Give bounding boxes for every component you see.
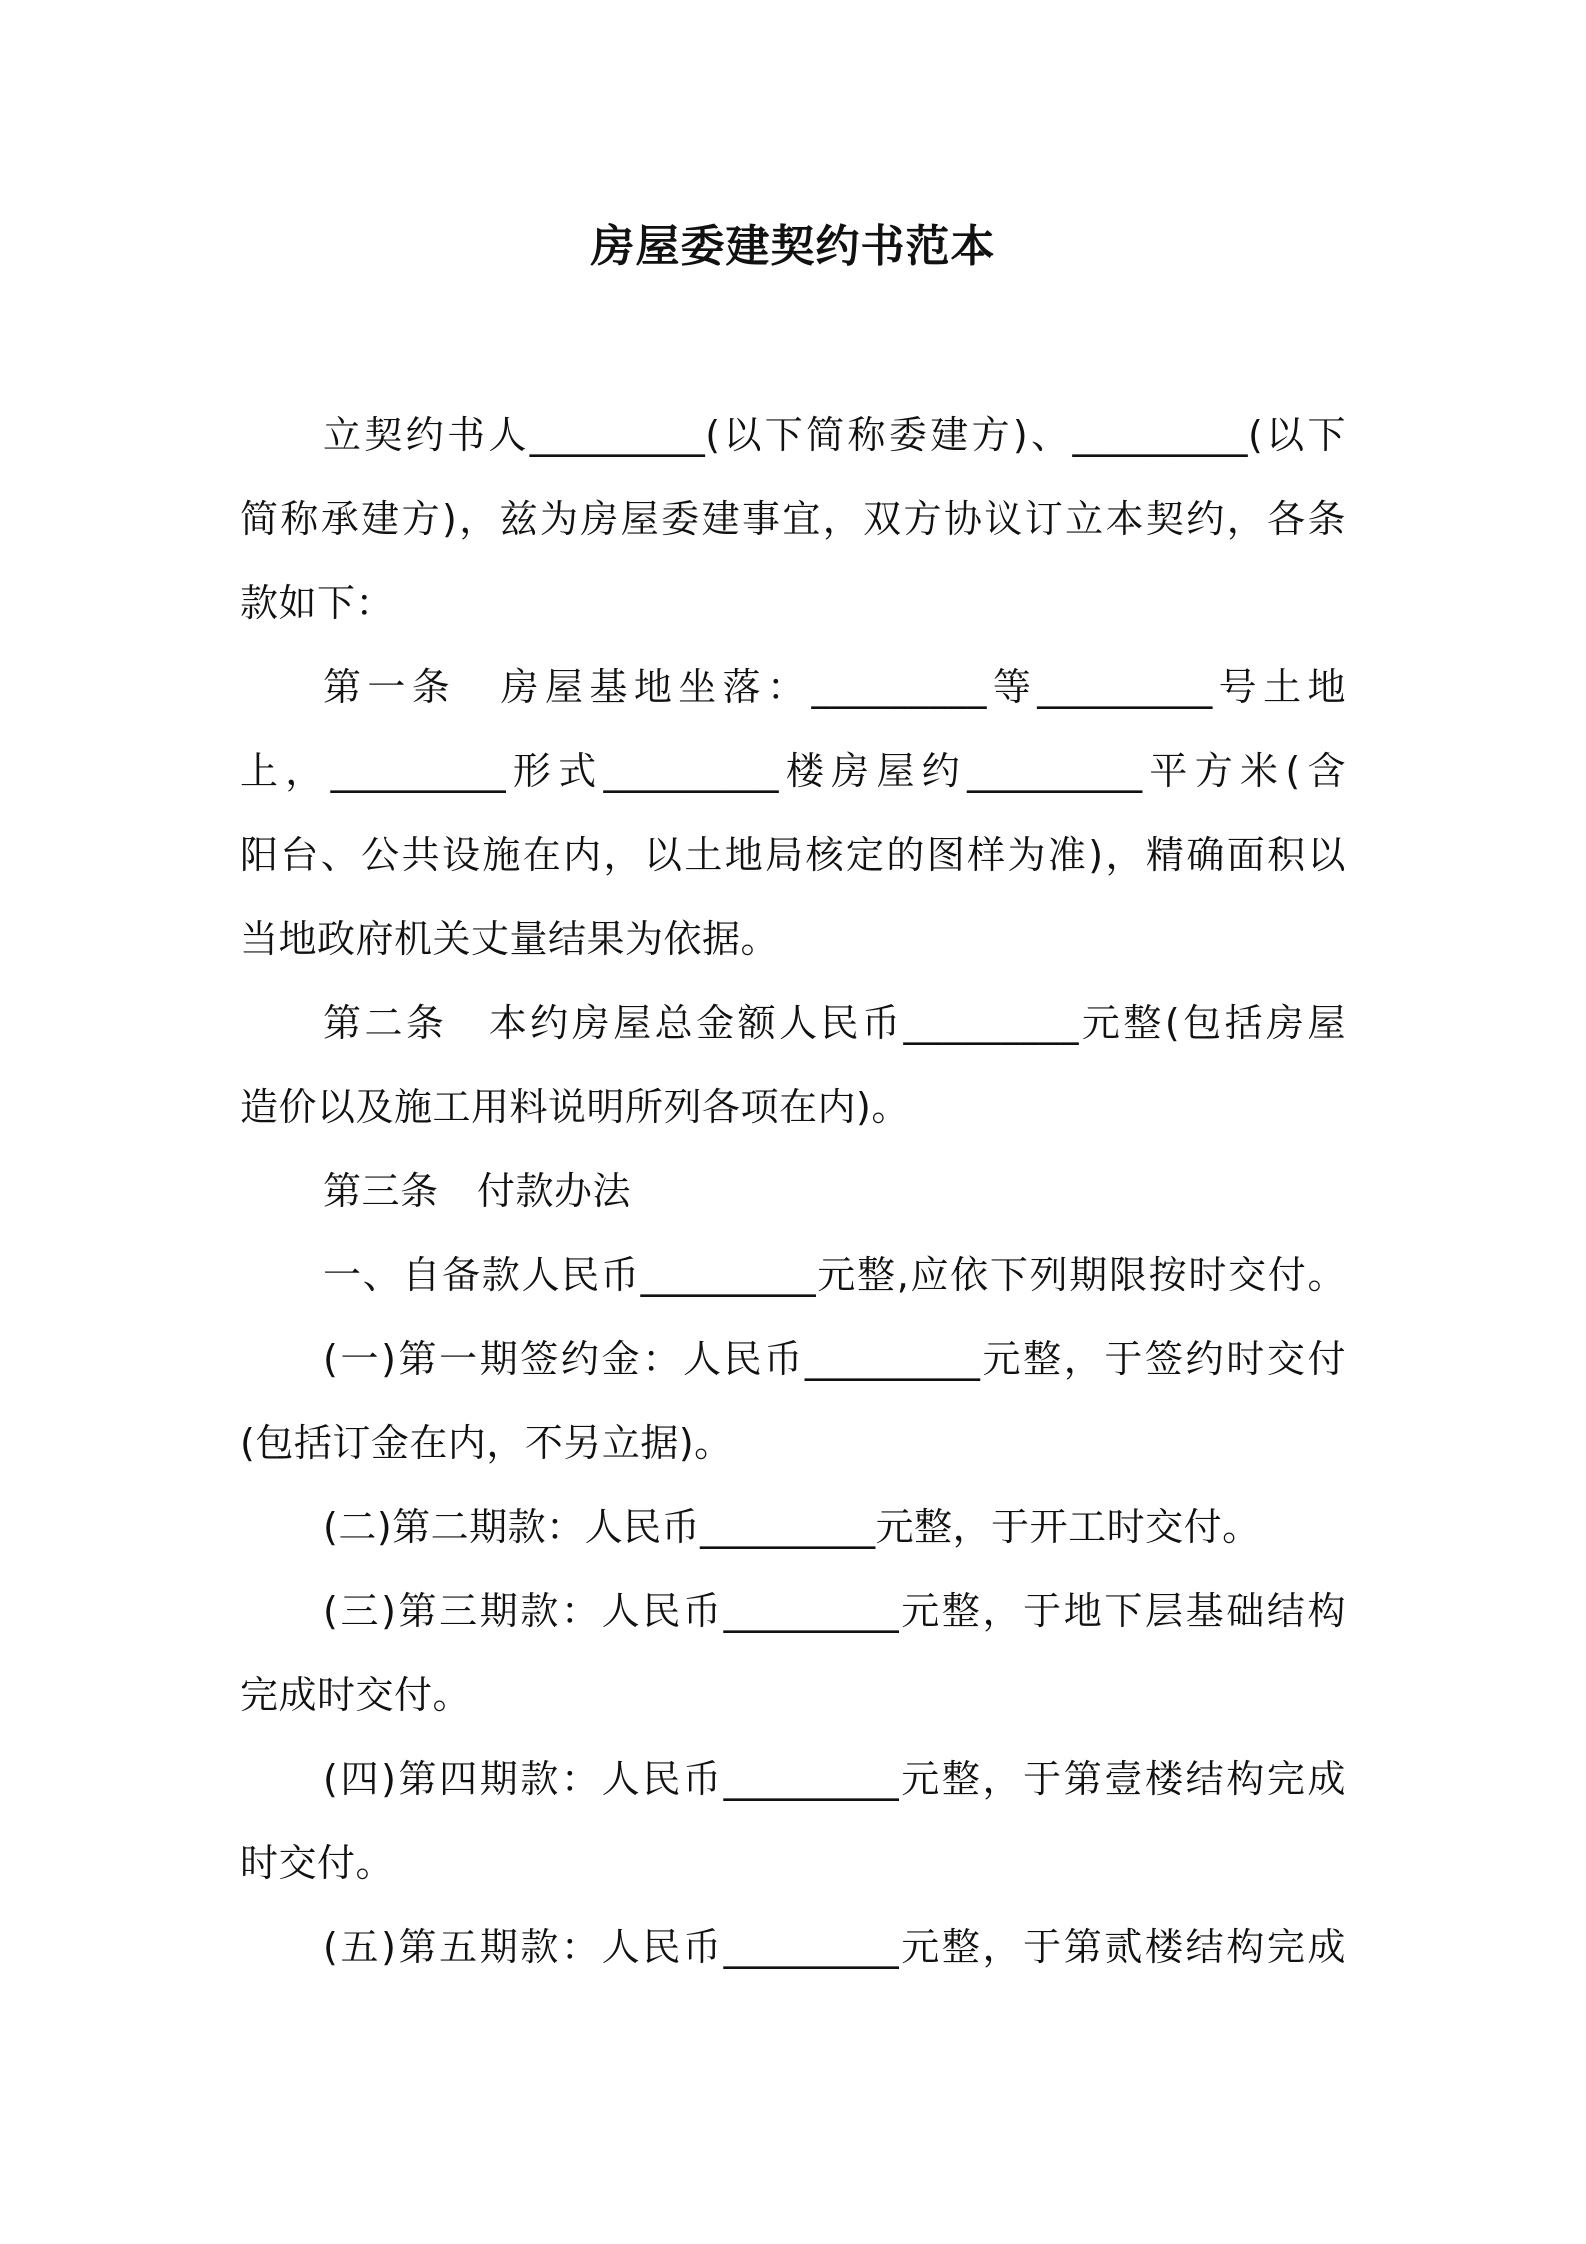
text-line: 上，_________形式_________楼房屋约_________平方米(含 (240, 749, 1346, 793)
document-title: 房屋委建契约书范本 (590, 221, 996, 272)
text-line: (一)第一期签约金：人民币_________元整，于签约时交付 (323, 1337, 1346, 1381)
text-line: (包括订金在内，不另立据)。 (240, 1421, 733, 1465)
text-line: 时交付。 (240, 1841, 395, 1885)
text-line: 完成时交付。 (240, 1673, 472, 1717)
text-line: 立契约书人_________(以下简称委建方)、_________(以下 (323, 413, 1346, 457)
text-line: 造价以及施工用料说明所列各项在内)。 (240, 1085, 910, 1129)
text-line: (二)第二期款：人民币_________元整，于开工时交付。 (323, 1505, 1261, 1549)
text-line: 当地政府机关丈量结果为依据。 (240, 917, 780, 961)
text-line: (四)第四期款：人民币_________元整，于第壹楼结构完成 (323, 1757, 1346, 1801)
text-line: 第三条 付款办法 (323, 1169, 632, 1213)
text-line: (三)第三期款：人民币_________元整，于地下层基础结构 (323, 1589, 1346, 1633)
text-line: 第二条 本约房屋总金额人民币_________元整(包括房屋 (323, 1001, 1346, 1045)
text-line: 款如下： (240, 581, 395, 625)
text-line: 第一条 房屋基地坐落：_________等_________号土地 (323, 665, 1346, 709)
text-line: 简称承建方)，兹为房屋委建事宜，双方协议订立本契约，各条 (240, 497, 1346, 541)
text-line: 一、自备款人民币_________元整,应依下列期限按时交付。 (323, 1253, 1346, 1297)
text-line: 阳台、公共设施在内，以土地局核定的图样为准)，精确面积以 (240, 833, 1346, 877)
text-line: (五)第五期款：人民币_________元整，于第贰楼结构完成 (323, 1925, 1346, 1969)
